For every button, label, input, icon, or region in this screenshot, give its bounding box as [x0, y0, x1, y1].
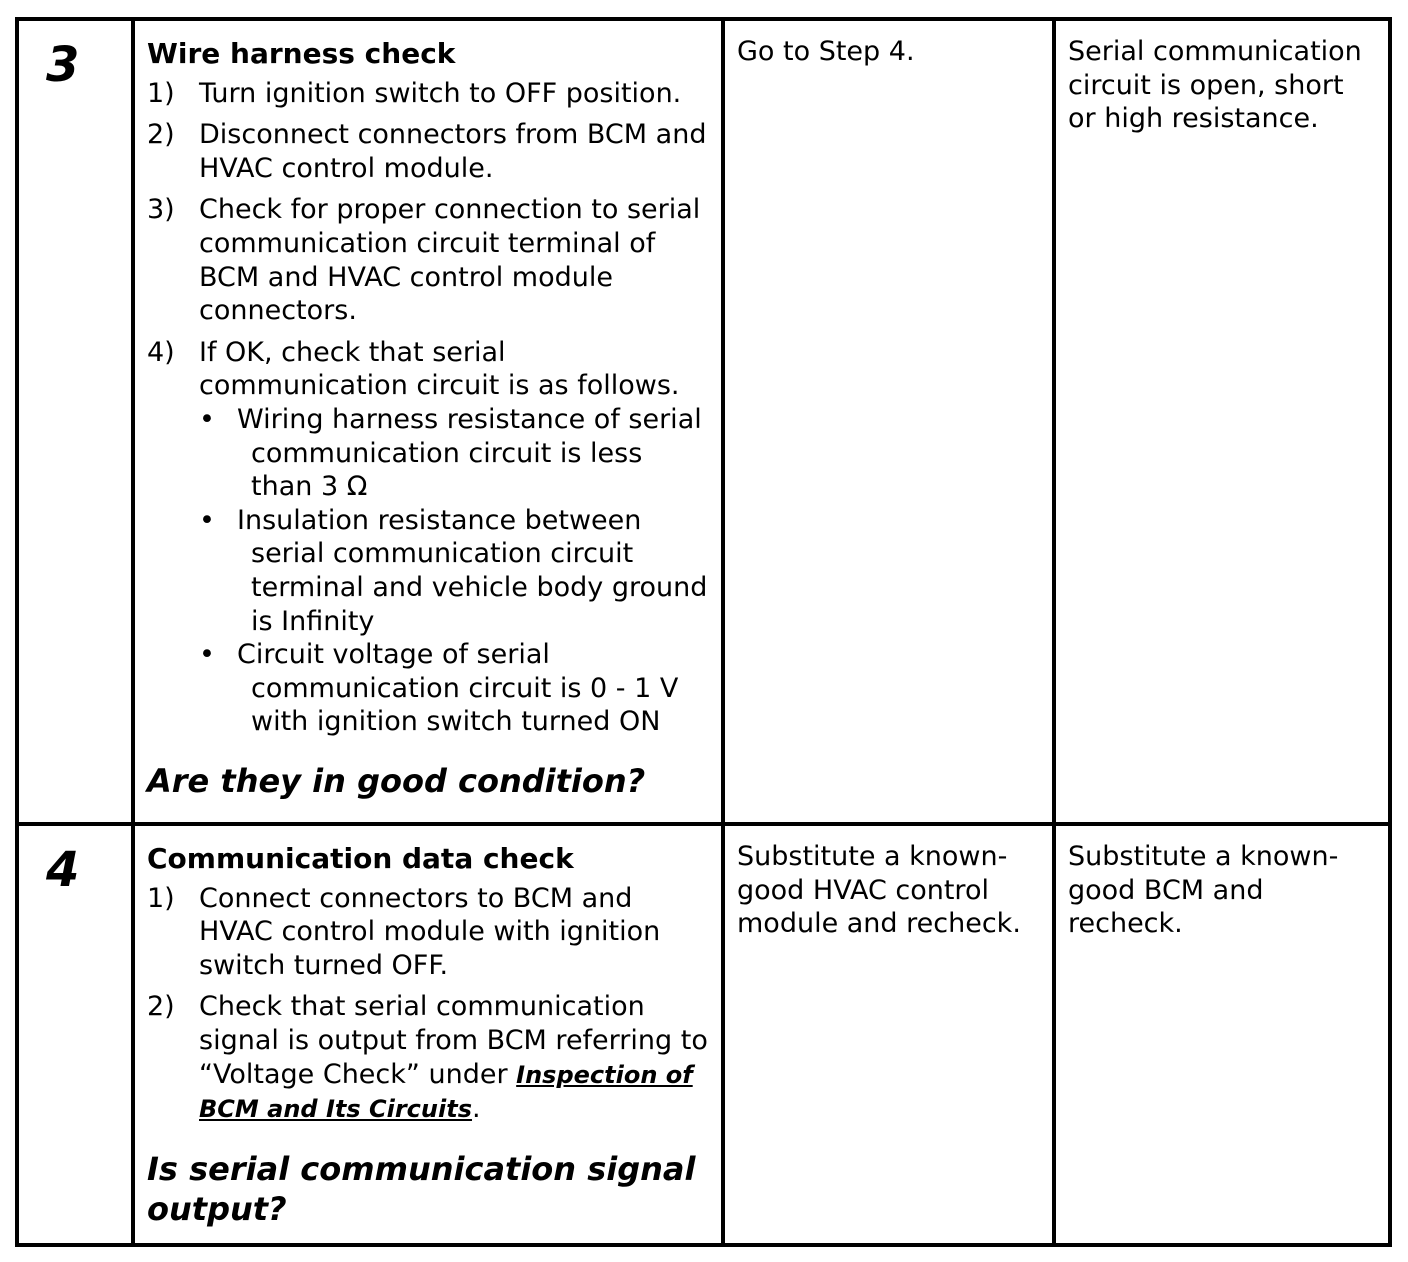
- step-number-cell: [17, 824, 133, 1245]
- procedure-item: 3) Check for proper connection to serial communication circuit terminal of BCM and HVAC control module connectors.: [147, 194, 701, 327]
- inspection-link[interactable]: Inspection of BCM and Its Circuits: [199, 1060, 693, 1124]
- condition-item: • Wiring harness resistance of serial communication circuit is less than 3 Ω: [199, 403, 702, 503]
- procedure-cell: [133, 824, 723, 1245]
- step-question: Are they in good condition?: [147, 761, 646, 800]
- no-result: Substitute a known-good BCM and recheck.: [1068, 841, 1339, 940]
- condition-item: • Insulation resistance between serial communication circuit terminal and vehicle body ground is Infinity: [199, 504, 708, 637]
- step-number: 4: [46, 842, 80, 898]
- step-number-cell: [17, 19, 133, 824]
- step-title: Communication data check: [147, 842, 574, 875]
- step-row: [17, 824, 1390, 1245]
- no-result-cell: [1054, 824, 1390, 1245]
- step-number: 3: [46, 37, 80, 93]
- yes-result-cell: [723, 19, 1054, 824]
- procedure-cell: [133, 19, 723, 824]
- no-result-cell: [1054, 19, 1390, 824]
- step-question: Is serial communication signal output?: [147, 1149, 696, 1228]
- troubleshooting-table: [15, 17, 1392, 1247]
- procedure-item: 4) If OK, check that serial communication circuit is as follows. • Wiring harness resistance of serial communication circuit is less than 3 Ω • Insulation resistance between serial communication circuit terminal and vehicle body ground is Infinity • Circuit voltage of serial communication circuit is 0 - 1 V with ignition switch turned ON: [147, 336, 711, 739]
- step-title: Wire harness check: [147, 37, 456, 70]
- procedure-item: 1) Turn ignition switch to OFF position.: [147, 77, 682, 109]
- condition-item: • Circuit voltage of serial communication circuit is 0 - 1 V with ignition switch turned ON: [199, 639, 679, 738]
- condition-list: [199, 403, 711, 739]
- step-row: [17, 19, 1390, 824]
- procedure-list: [147, 77, 711, 739]
- yes-result-cell: [723, 824, 1054, 1245]
- procedure-list: [147, 882, 711, 1127]
- no-result: Serial communication circuit is open, short or high resistance.: [1068, 36, 1362, 135]
- procedure-item: 2) Check that serial communication signal is output from BCM referring to “Voltage Check” under Inspection of BCM and Its Circuits.: [147, 991, 708, 1125]
- procedure-item: 1) Connect connectors to BCM and HVAC control module with ignition switch turned OFF.: [147, 882, 661, 981]
- yes-result: Substitute a known-good HVAC control module and recheck.: [737, 841, 1021, 940]
- yes-result: Go to Step 4.: [737, 36, 915, 67]
- procedure-item: 2) Disconnect connectors from BCM and HVAC control module.: [147, 119, 707, 184]
